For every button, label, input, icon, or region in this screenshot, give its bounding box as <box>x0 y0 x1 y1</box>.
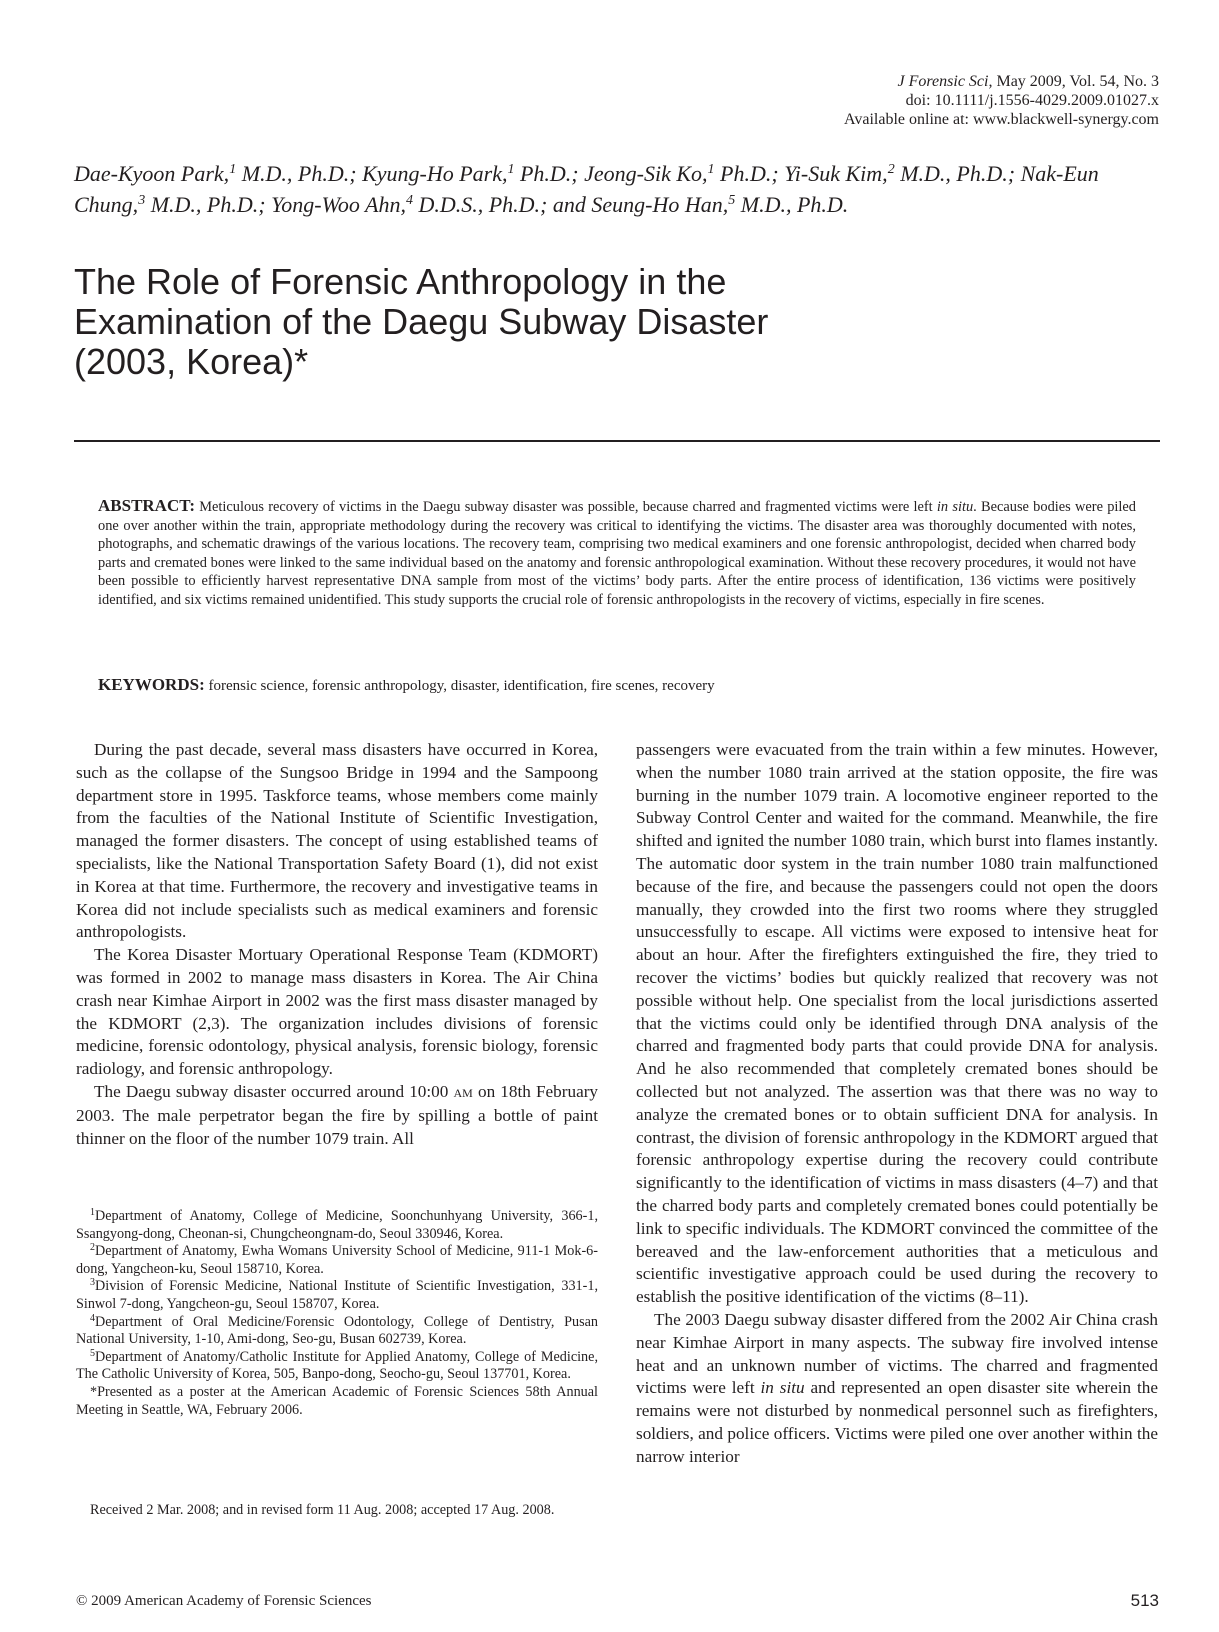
article-title <box>74 262 894 382</box>
author-affiliation-sup: 1 <box>707 162 715 177</box>
abstract-label: ABSTRACT: <box>98 496 195 515</box>
author-list <box>74 158 1154 220</box>
author-degree: Ph.D.; <box>519 161 579 186</box>
keywords-label: KEYWORDS: <box>98 675 205 694</box>
author-affiliation-sup: 3 <box>138 193 146 208</box>
abstract-italic-term: in situ <box>936 499 974 515</box>
body-italic-term: in situ <box>760 1378 805 1398</box>
online-availability: Available online at: www.blackwell-synergy.com <box>843 111 1159 128</box>
title-line: The Role of Forensic Anthropology in the <box>74 261 727 302</box>
copyright-notice: © 2009 American Academy of Forensic Sciences <box>76 1593 372 1609</box>
body-column-left <box>76 739 598 1150</box>
author: Jeong-Sik Ko, <box>584 161 708 186</box>
title-line: Examination of the Daegu Subway Disaster <box>74 301 769 342</box>
author-affiliation-sup: 2 <box>887 162 895 177</box>
author-affiliation-sup: 1 <box>229 162 237 177</box>
author: Kyung-Ho Park, <box>362 161 508 186</box>
affiliation-number: 1 <box>90 1207 95 1218</box>
presented-note: *Presented as a poster at the American Academic of Forensic Sciences 58th Annual Meeting in Seattle, WA, February 2006. <box>76 1383 598 1418</box>
author-affiliation-sup: 1 <box>507 162 515 177</box>
affiliation-text: Division of Forensic Medicine, National Institute of Scientific Investigation, 331-1, Sinwol 7-dong, Yangcheon-gu, Seoul 158707, Korea. <box>76 1278 598 1312</box>
author-degree: M.D., Ph.D.; <box>150 192 266 217</box>
abstract <box>98 497 1136 609</box>
author-affiliation-sup: 4 <box>405 193 413 208</box>
author-degree: M.D., Ph.D. <box>740 192 849 217</box>
page-number: 513 <box>1130 1591 1159 1610</box>
body-text: The 2003 Daegu subway disaster differed from the 2002 Air China crash near Kimhae Airport in many aspects. The subway fire involved intense heat and an unknown number of victims. The charred and fragmented victims were left <box>636 1309 1158 1398</box>
affiliation-text: Department of Anatomy, Ewha Womans University School of Medicine, 911-1 Mok-6-dong, Yangcheon-ku, Seoul 158710, Korea. <box>76 1243 598 1277</box>
affiliation <box>76 1208 598 1243</box>
body-paragraph <box>76 1081 598 1150</box>
body-text: on 18th February 2003. The male perpetrator began the fire by spilling a bottle of paint thinner on the floor of the number 1079 train. All <box>76 1081 599 1148</box>
time-suffix: AM <box>453 1085 473 1100</box>
received-dates: Received 2 Mar. 2008; and in revised form 11 Aug. 2008; accepted 17 Aug. 2008. <box>90 1502 555 1518</box>
body-column-right <box>636 739 1158 1469</box>
affiliation <box>76 1314 598 1349</box>
affiliation-number: 2 <box>90 1242 95 1254</box>
affiliation-number: 3 <box>90 1277 95 1289</box>
doi: doi: 10.1111/j.1556-4029.2009.01027.x <box>905 92 1159 109</box>
affiliation-text: Department of Anatomy/Catholic Institute for Applied Anatomy, College of Medicine, The Catholic University of Korea, 505, Banpo-dong, Seocho-gu, Seoul 137701, Korea. <box>76 1348 598 1383</box>
author: Dae-Kyoon Park, <box>74 161 230 186</box>
abstract-text: Meticulous recovery of victims in the Daegu subway disaster was possible, because charred and fragmented victims were left <box>199 499 933 515</box>
journal-issue: May 2009, Vol. 54, No. 3 <box>996 73 1159 90</box>
body-paragraph: The Korea Disaster Mortuary Operational Response Team (KDMORT) was formed in 2002 to manage mass disasters in Korea. The Air China crash near Kimhae Airport in 2002 was the first mass disaster managed by the KDMORT (2,3). The organization includes divisions of forensic medicine, forensic odontology, physical analysis, forensic biology, forensic radiology, and forensic anthropology. <box>76 945 598 1079</box>
body-paragraph: During the past decade, several mass disasters have occurred in Korea, such as the collapse of the Sungsoo Bridge in 1994 and the Sampoong department store in 1995. Taskforce teams, whose members come mainly from the faculties of the National Institute of Scientific Investigation, managed the former disasters. The concept of using established teams of specialists, like the National Transportation Safety Board (1), did not exist in Korea at that time. Furthermore, the recovery and investigative teams in Korea did not include specialists such as medical examiners and forensic anthropologists. <box>76 740 598 942</box>
keywords-text: forensic science, forensic anthropology, disaster, identification, fire scenes, recovery <box>208 678 715 694</box>
author-affiliation-sup: 5 <box>728 193 736 208</box>
affiliations <box>76 1208 598 1419</box>
journal-citation <box>844 72 1159 91</box>
affiliation <box>76 1278 598 1313</box>
affiliation <box>76 1243 598 1278</box>
affiliation-text: Department of Anatomy, College of Medicine, Soonchunhyang University, 366-1, Ssangyong-dong, Cheonan-si, Chungcheongnam-do, Seoul 330946, Korea. <box>76 1208 598 1242</box>
affiliation-number: 4 <box>90 1312 95 1324</box>
body-paragraph: passengers were evacuated from the train within a few minutes. However, when the number 1080 train arrived at the station opposite, the fire was burning in the number 1079 train. A locomotive engineer reported to the Subway Control Center and waited for the command. Meanwhile, the fire shifted and ignited the number 1080 train, which burst into flames instantly. The automatic door system in the train number 1080 train malfunctioned because of the fire, and because the passengers could not open the doors manually, they crowded into the first two rooms where they struggled unsuccessfully to escape. All victims were exposed to intensive heat for about an hour. After the firefighters extinguished the fire, they tried to recover the victims’ bodies but quickly realized that recovery was not possible without help. One specialist from the local jurisdictions asserted that the victims could only be identified through DNA analysis of the charred and fragmented body parts that could provide DNA for analysis. And he also recommended that completely cremated bones should be collected but not analyzed. The assertion was that there was no way to analyze the cremated bones or to obtain sufficient DNA for analysis. In contrast, the division of forensic anthropology in the KDMORT argued that forensic anthropology expertise during the recovery could contribute significantly to the identification of victims in mass disasters (4–7) and that the charred body parts and completely cremated bones could potentially be link to specific individuals. The KDMORT convinced the committee of the bereaved and the law-enforcement authorities that a meticulous and scientific investigative approach could be used during the recovery to establish the positive identification of the victims (8–11). <box>636 740 1158 1307</box>
body-text: and represented an open disaster site wherein the remains were not disturbed by nonmedical personnel such as firefighters, soldiers, and police officers. Victims were piled one over another within the narrow interior <box>636 1378 1158 1466</box>
affiliation-text: Department of Oral Medicine/Forensic Odontology, College of Dentistry, Pusan National University, 1-10, Ami-dong, Seo-gu, Busan 602739, Korea. <box>76 1313 598 1348</box>
title-divider <box>74 440 1160 442</box>
journal-name: J Forensic Sci, <box>897 73 993 90</box>
author-degree: M.D., Ph.D.; <box>900 161 1016 186</box>
title-line: (2003, Korea)* <box>74 341 309 382</box>
author-degree: D.D.S., Ph.D.; <box>418 192 548 217</box>
abstract-text: . Because bodies were piled one over another within the train, appropriate methodology during the recovery was critical to identifying the victims. The disaster area was thoroughly documented with notes, photographs, and schematic drawings of the various locations. The recovery team, comprising two medical examiners and one forensic anthropologist, decided when charred body parts and cremated bones were linked to the same individual based on the anatomy and forensic anthropological examination. Without these recovery procedures, it would not have been possible to efficiently harvest representative DNA sample from most of the victims’ body parts. After the entire process of identification, 136 victims were positively identified, and six victims remained unidentified. This study supports the crucial role of forensic anthropologists in the recovery of victims, especially in fire scenes. <box>98 499 1136 608</box>
affiliation <box>76 1349 598 1384</box>
author-degree: Ph.D.; <box>720 161 779 186</box>
journal-header <box>844 72 1159 129</box>
author: Yi-Suk Kim, <box>784 161 888 186</box>
author: and Seung-Ho Han, <box>552 192 729 217</box>
author: Yong-Woo Ahn, <box>271 192 406 217</box>
body-paragraph <box>636 1309 1158 1469</box>
author-degree: M.D., Ph.D.; <box>241 161 357 186</box>
body-text: The Daegu subway disaster occurred around 10:00 <box>94 1081 449 1101</box>
keywords <box>98 675 1136 696</box>
author: Nak-Eun Chung, <box>74 161 1099 217</box>
affiliation-number: 5 <box>90 1347 95 1359</box>
